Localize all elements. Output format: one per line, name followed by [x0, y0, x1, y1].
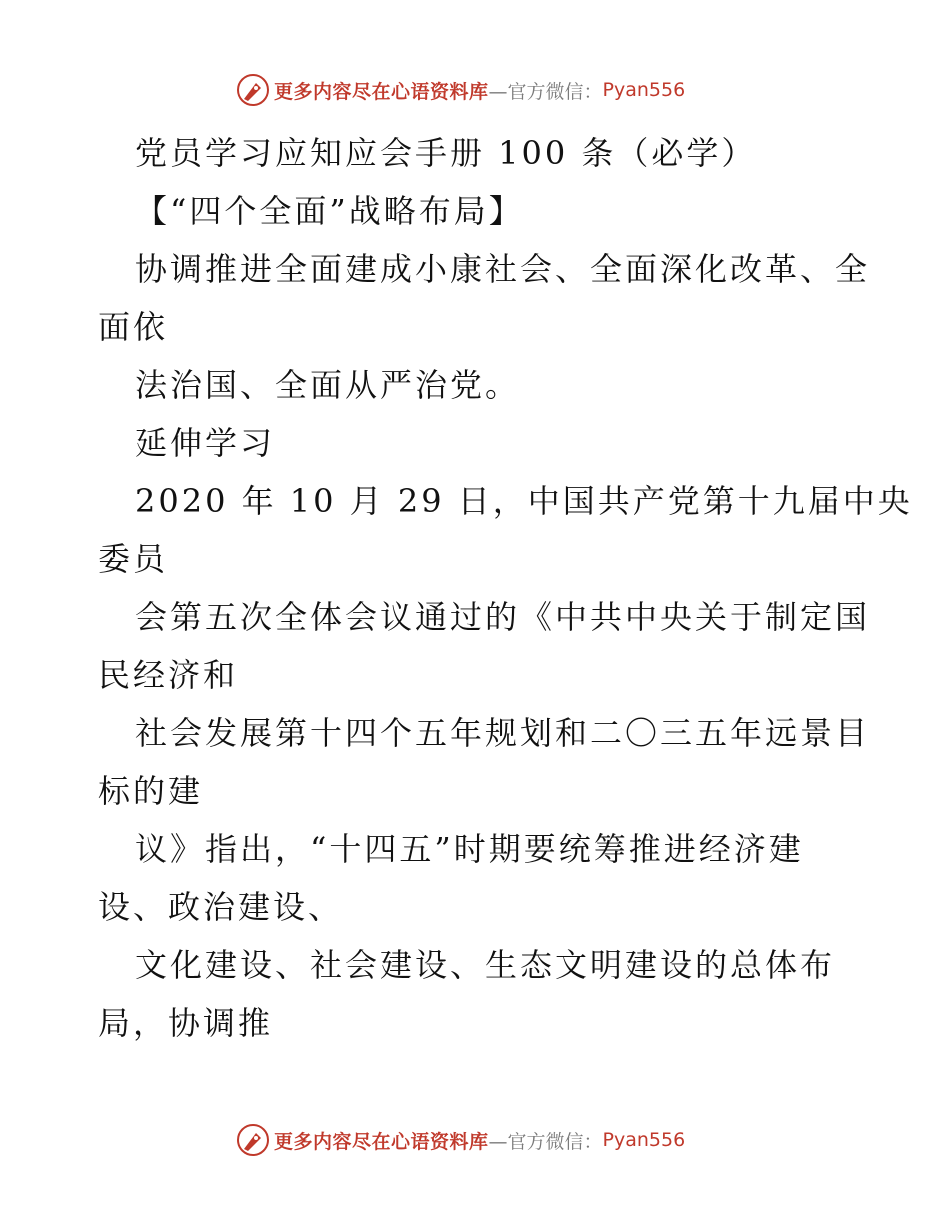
- text-line: 延伸学习: [135, 424, 276, 462]
- text-line: 2020 年 10 月 29 日，中国共产党第十九届中央: [135, 482, 913, 520]
- watermark-separator: —官方微信：: [488, 1130, 603, 1153]
- text-line: 文化建设、社会建设、生态文明建设的总体布: [135, 946, 836, 984]
- text-line: 委员: [98, 540, 169, 578]
- text-line: 法治国、全面从严治党。: [135, 366, 521, 404]
- watermark-banner-bottom: [236, 1122, 685, 1158]
- pen-nib-logo-icon: [236, 1123, 270, 1157]
- text-line: 协调推进全面建成小康社会、全面深化改革、全: [135, 250, 871, 288]
- text-line: 局，协调推: [98, 1004, 274, 1042]
- text-line: 会第五次全体会议通过的《中共中央关于制定国: [135, 598, 871, 636]
- text-line: 面依: [98, 308, 169, 346]
- watermark-text: 更多内容尽在心语资料库: [274, 80, 489, 103]
- document-body: [98, 124, 913, 1052]
- text-line: 设、政治建设、: [98, 888, 344, 926]
- section-heading: 【“四个全面”战略布局】: [135, 192, 524, 230]
- watermark-banner-top: [236, 72, 685, 108]
- document-title: 党员学习应知应会手册 100 条（必学）: [135, 134, 757, 172]
- pen-nib-logo-icon: [236, 73, 270, 107]
- watermark-text: 更多内容尽在心语资料库: [274, 1130, 489, 1153]
- watermark-handle: Pyan556: [602, 79, 686, 101]
- watermark-separator: —官方微信：: [488, 80, 603, 103]
- text-line: 议》指出，“十四五”时期要统筹推进经济建: [135, 830, 804, 868]
- text-line: 民经济和: [98, 656, 239, 694]
- watermark-handle: Pyan556: [602, 1129, 686, 1151]
- text-line: 标的建: [98, 772, 204, 810]
- paragraph-lines: [98, 240, 913, 1052]
- text-line: 社会发展第十四个五年规划和二〇三五年远景目: [135, 714, 871, 752]
